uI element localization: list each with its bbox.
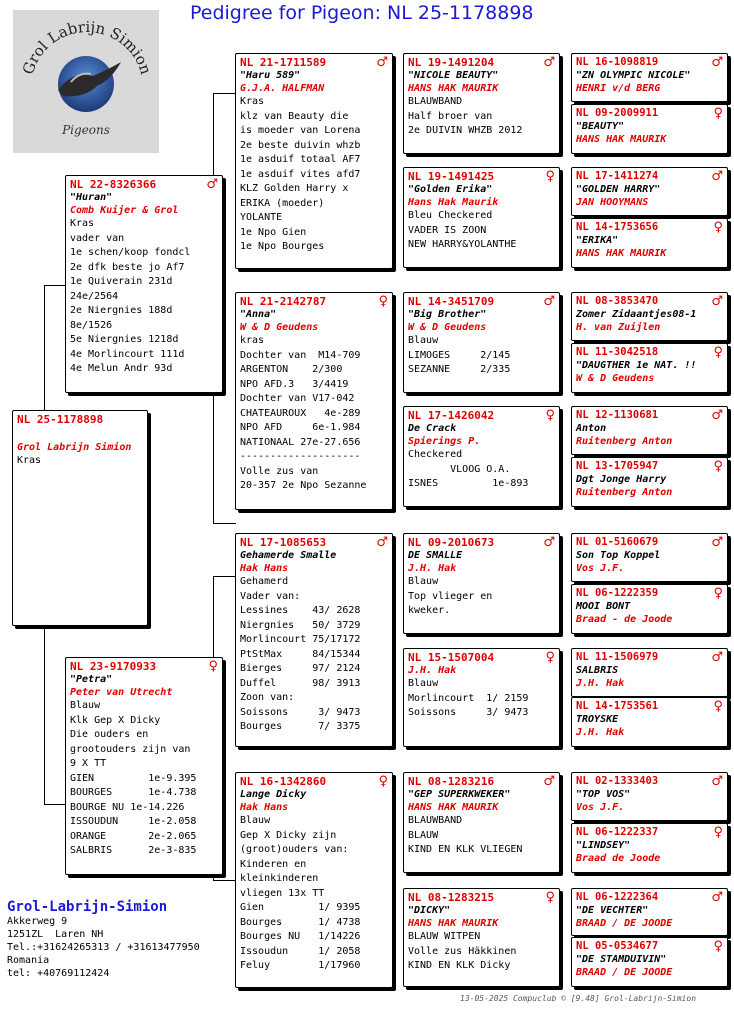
details-text: Kras vader van 1e schen/koop fondcl 2e dfk beste jo Af7 1e Quiverain 231d 24e/2564 2e Niergnies 188d 8e/1526 5e Niergnies 1218d 4e Morlincourt 111d 4e Melun Andr 93d [70,218,191,374]
ring-number: NL 23-9170933 [70,660,157,673]
logo-text-bottom: Pigeons [62,123,110,137]
owner-name: G.J.A. HALFMAN [240,83,325,94]
owner-name: Braad - de Joode [576,614,673,625]
pigeon-name: Dgt Jonge Harry [576,474,667,485]
female-icon: ♀ [713,939,723,954]
pigeon-card-granddam-1[interactable] [235,292,393,510]
pigeon-name: "Huran" [70,192,113,203]
pigeon-card-grandsire-1[interactable] [235,53,393,269]
owner-name: Vos J.F. [576,563,625,574]
owner-name: HANS HAK MAURIK [576,134,667,145]
breeder-name: Grol-Labrijn-Simion [7,899,168,915]
page-title: Pedigree for Pigeon: NL 25-1178898 [190,2,534,24]
details-text: Blauw Top vlieger en kweker. [408,576,493,616]
owner-name: Hans Hak Maurik [408,197,499,208]
details-text: Blauw Gep X Dicky zijn (groot)ouders van: Kinderen en kleinkinderen vliegen 13x TT Gien 1/ 9395 Bourges 1/ 4738 Bourges NU 1/14226 Issoudun 1/ 2058 Feluy 1/17960 [240,815,361,971]
pigeon-card-gggp-8[interactable] [571,457,728,507]
details-text: Gehamerd Vader van: Lessines 43/ 2628 Niergnies 50/ 3729 Morlincourt 75/17172 PtStMax 84/15344 Bierges 97/ 2124 Duffel 98/ 3913 Zoon van: Soissons 3/ 9473 Bourges 7/ 3375 [240,576,361,732]
ring-number: NL 13-1705947 [576,460,659,472]
female-icon: ♀ [378,774,388,789]
details-text: BLAUWBAND Half broer van 2e DUIVIN WHZB 2012 [408,96,523,136]
connector-line [44,626,45,804]
owner-name: W & D Geudens [240,322,319,333]
male-icon: ♂ [206,177,218,192]
pigeon-card-ggp-2[interactable] [403,167,560,268]
ring-number: NL 11-3042518 [576,346,659,358]
female-icon: ♀ [713,220,723,235]
pigeon-card-gggp-6[interactable] [571,343,728,393]
owner-name: Ruitenberg Anton [576,436,673,447]
pigeon-card-dam[interactable] [65,657,223,875]
pigeon-card-gggp-10[interactable] [571,584,728,634]
pigeon-card-sire[interactable] [65,175,223,393]
female-icon: ♀ [713,825,723,840]
owner-name: HANS HAK MAURIK [576,248,667,259]
owner-name: Peter van Utrecht [70,687,173,698]
ring-number: NL 06-1222364 [576,891,659,903]
owner-name: Hak Hans [240,563,289,574]
pigeon-card-gggp-4[interactable] [571,218,728,268]
pigeon-name: "DE STAMDUIVIN" [576,954,667,965]
owner-name: Grol Labrijn Simion [17,441,132,453]
owner-name: Spierings P. [408,436,481,447]
pigeon-card-ggp-7[interactable] [403,772,560,873]
connector-line [213,523,236,524]
male-icon: ♂ [543,294,555,309]
pigeon-name: Gehamerde Smalle [240,550,337,561]
pigeon-name: "DE VECHTER" [576,905,649,916]
ring-number: NL 21-2142787 [240,295,327,308]
ring-number: NL 08-1283216 [408,775,495,788]
details-text: Kras klz van Beauty die is moeder van Lorena 2e beste duivin whzb 1e asduif totaal AF7 1e asduif vites afd7 KLZ Golden Harry x ERIKA (moeder) YOLANTE 1e Npo Gien 1e Npo Bourges [240,96,361,252]
details-text: BLAUW WITPEN Volle zus Häkkinen KIND EN KLK Dicky [408,931,517,971]
owner-name: Hak Hans [240,802,289,813]
female-icon: ♀ [713,459,723,474]
connector-line [213,880,236,881]
ring-number: NL 06-1222359 [576,587,659,599]
pigeon-card-grandsire-2[interactable] [235,533,393,747]
details-text: Blauw Morlincourt 1/ 2159 Soissons 3/ 9473 [408,678,529,718]
pigeon-name: "DICKY" [408,905,451,916]
pigeon-name: De Crack [408,423,457,434]
pigeon-name: "LINDSEY" [576,840,631,851]
details-text: kras Dochter van M14-709 ARGENTON 2/300 NPO AFD.3 3/4419 Dochter van V17-042 CHATEAUROUX 4e-289 NPO AFD 6e-1.984 NATIONAAL 27e-27.656 -------------------- Volle zus van 20-357 2e Npo Sezanne [240,335,367,491]
male-icon: ♂ [711,55,723,70]
ring-number: NL 08-3853470 [576,295,659,307]
owner-name: J.H. Hak [408,665,457,676]
pigeon-card-gggp-9[interactable] [571,533,728,582]
ring-number: NL 16-1342860 [240,775,327,788]
owner-name: HANS HAK MAURIK [408,802,499,813]
details-text: Blauw Klk Gep X Dicky Die ouders en grootouders zijn van 9 X TT GIEN 1e-9.395 BOURGES 1e-4.738 BOURGE NU 1e-14.226 ISSOUDUN 1e-2.058 ORANGE 2e-2.065 SALBRIS 2e-3-835 [70,700,197,856]
owner-name: Braad de Joode [576,853,661,864]
pigeon-name: "GOLDEN HARRY" [576,184,661,195]
pigeon-name: "Golden Erika" [408,184,493,195]
owner-name: J.H. Hak [576,727,625,738]
pigeon-name: MOOI BONT [576,601,631,612]
pigeon-name: "Petra" [70,674,113,685]
male-icon: ♂ [543,55,555,70]
owner-name: HENRI v/d BERG [576,83,661,94]
pigeon-card-gggp-14[interactable] [571,823,728,873]
pigeon-name: "Haru 589" [240,70,301,81]
pigeon-card-subject[interactable] [12,410,148,626]
pigeon-card-ggp-6[interactable] [403,648,560,747]
ring-number: NL 14-1753656 [576,221,659,233]
owner-name: W & D Geudens [576,373,655,384]
connector-line [213,576,214,662]
pigeon-name: "GEP SUPERKWEKER" [408,789,511,800]
ring-number: NL 14-3451709 [408,295,495,308]
breeder-address: Akkerweg 9 1251ZL Laren NH Tel.:+31624265313 / +31613477950 Romania tel: +40769112424 [7,916,200,979]
pigeon-name: Anton [576,423,607,434]
pigeon-name: "Big Brother" [408,309,487,320]
ring-number: NL 22-8326366 [70,178,157,191]
female-icon: ♀ [545,169,555,184]
male-icon: ♂ [711,408,723,423]
ring-number: NL 09-2010673 [408,536,495,549]
female-icon: ♀ [713,106,723,121]
pigeon-card-ggp-3[interactable] [403,292,560,393]
details-text: BLAUWBAND BLAUW KIND EN KLK VLIEGEN [408,815,523,855]
male-icon: ♂ [543,535,555,550]
male-icon: ♂ [711,169,723,184]
connector-line [44,285,45,410]
male-icon: ♂ [711,650,723,665]
ring-number: NL 06-1222337 [576,826,659,838]
details-text: Checkered VLOOG O.A. ISNES 1e-893 [408,449,529,489]
pigeon-card-gggp-7[interactable] [571,406,728,455]
ring-number: NL 19-1491204 [408,56,495,69]
female-icon: ♀ [545,650,555,665]
ring-number: NL 25-1178898 [17,413,104,426]
breeder-info [7,899,200,980]
female-icon: ♀ [208,659,218,674]
ring-number: NL 17-1411274 [576,170,659,182]
ring-number: NL 17-1085653 [240,536,327,549]
pigeon-card-gggp-15[interactable] [571,888,728,936]
owner-name: HANS HAK MAURIK [408,83,499,94]
pigeon-name: "NICOLE BEAUTY" [408,70,499,81]
owner-name: BRAAD / DE JOODE [576,967,673,978]
owner-name: HANS HAK MAURIK [408,918,499,929]
pigeon-card-gggp-5[interactable] [571,292,728,341]
ring-number: NL 14-1753561 [576,700,659,712]
pigeon-card-granddam-2[interactable] [235,772,393,988]
ring-number: NL 19-1491425 [408,170,495,183]
male-icon: ♂ [543,774,555,789]
male-icon: ♂ [711,774,723,789]
ring-number: NL 17-1426042 [408,409,495,422]
pigeon-card-gggp-13[interactable] [571,772,728,821]
owner-name: J.H. Hak [408,563,457,574]
pigeon-name: Son Top Koppel [576,550,661,561]
owner-name: JAN HOOYMANS [576,197,649,208]
owner-name: W & D Geudens [408,322,487,333]
pigeon-name: "ZN OLYMPIC NICOLE" [576,70,691,81]
female-icon: ♀ [713,345,723,360]
pigeon-name: "ERIKA" [576,235,619,246]
owner-name: J.H. Hak [576,678,625,689]
pigeon-name: "TOP VOS" [576,789,631,800]
pigeon-card-ggp-1[interactable] [403,53,560,154]
pigeon-name: SALBRIS [576,665,619,676]
pigeon-name: "Anna" [240,309,277,320]
pigeon-card-gggp-1[interactable] [571,53,728,102]
pigeon-card-gggp-16[interactable] [571,937,728,987]
male-icon: ♂ [711,535,723,550]
ring-number: NL 11-1506979 [576,651,659,663]
male-icon: ♂ [711,294,723,309]
ring-number: NL 16-1098819 [576,56,659,68]
pigeon-name: TROYSKE [576,714,619,725]
pigeon-card-ggp-4[interactable] [403,406,560,507]
male-icon: ♂ [376,55,388,70]
connector-line [213,383,214,523]
footer-text: 13-05-2025 Compuclub © [9.48] Grol-Labrijn-Simion [460,994,697,1003]
logo-text-top: Grol Labrijn Simion [18,17,156,77]
female-icon: ♀ [713,699,723,714]
ring-number: NL 01-5160679 [576,536,659,548]
owner-name: Ruitenberg Anton [576,487,673,498]
female-icon: ♀ [545,408,555,423]
connector-line [213,576,236,577]
pigeon-card-gggp-3[interactable] [571,167,728,216]
connector-line [213,93,214,176]
pigeon-card-ggp-5[interactable] [403,533,560,634]
pigeon-name: "BEAUTY" [576,121,625,132]
pigeon-name: "DAUGTHER 1e NAT. !! [576,360,697,371]
pigeon-card-ggp-8[interactable] [403,888,560,987]
ring-number: NL 02-1333403 [576,775,659,787]
details-text: Bleu Checkered VADER IS ZOON NEW HARRY&YOLANTHE [408,210,517,250]
ring-number: NL 12-1130681 [576,409,659,421]
pigeon-name: Lange Dicky [240,789,307,800]
male-icon: ♂ [376,535,388,550]
female-icon: ♀ [713,586,723,601]
ring-number: NL 15-1507004 [408,651,495,664]
ring-number: NL 09-2009911 [576,107,659,119]
pigeon-name: DE SMALLE [408,550,463,561]
owner-name: Vos J.F. [576,802,625,813]
logo [13,10,159,153]
ring-number: NL 21-1711589 [240,56,327,69]
pigeon-card-gggp-11[interactable] [571,648,728,697]
pigeon-name: Zomer Zidaantjes08-1 [576,309,697,320]
female-icon: ♀ [378,294,388,309]
ring-number: NL 08-1283215 [408,891,495,904]
details-text: Blauw LIMOGES 2/145 SEZANNE 2/335 [408,335,511,375]
owner-name: Comb Kuijer & Grol [70,205,179,216]
owner-name: BRAAD / DE JOODE [576,918,673,929]
connector-line [213,93,236,94]
pigeon-card-gggp-12[interactable] [571,697,728,747]
owner-name: H. van Zuijlen [576,322,661,333]
female-icon: ♀ [545,890,555,905]
ring-number: NL 05-0534677 [576,940,659,952]
male-icon: ♂ [711,890,723,905]
details-text: Kras [17,454,42,466]
pigeon-card-gggp-2[interactable] [571,104,728,154]
